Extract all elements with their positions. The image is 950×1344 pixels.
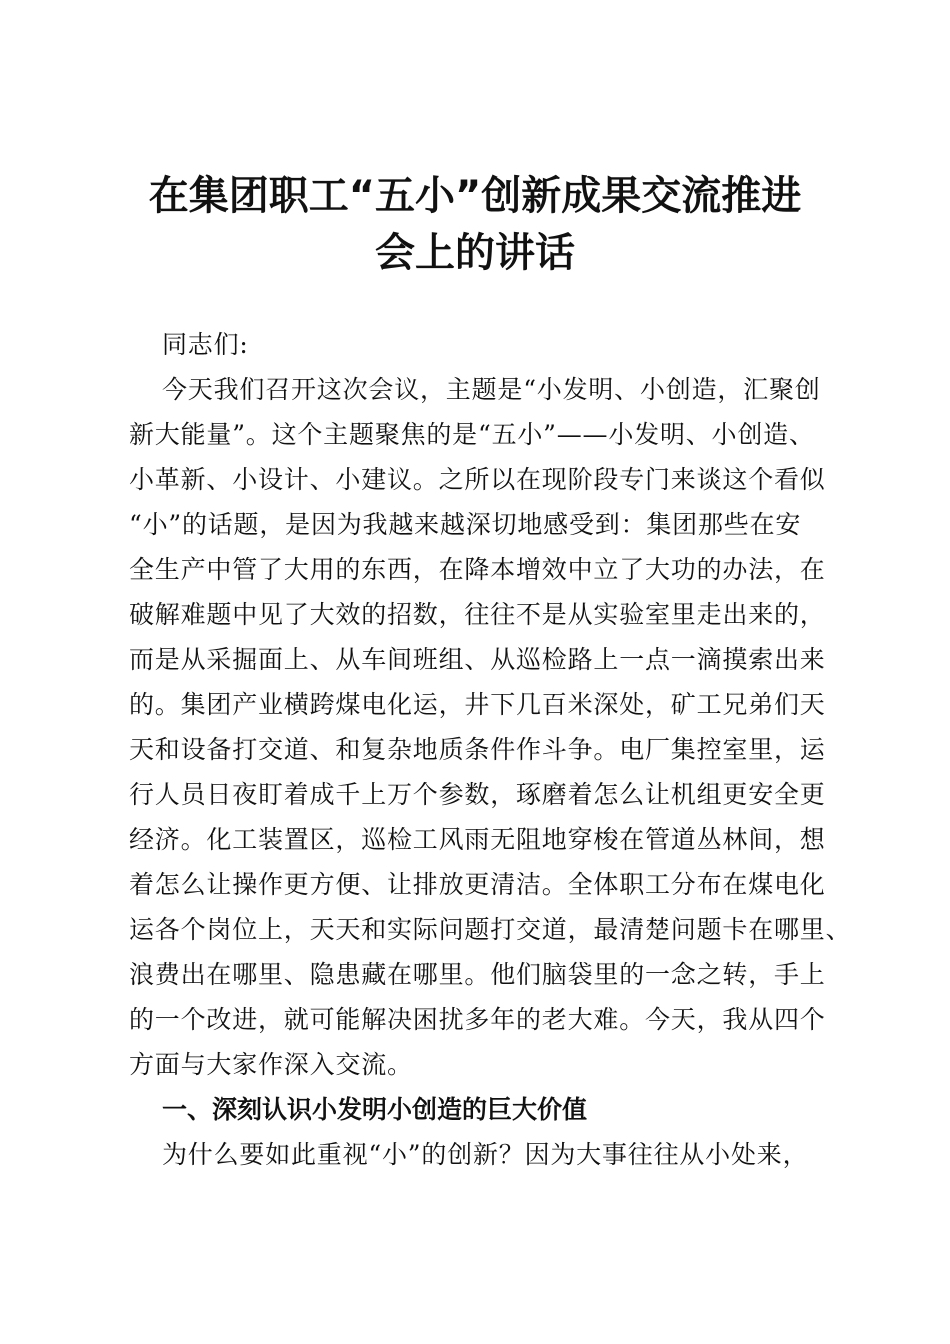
paragraph-1-line: 而是从采掘面上、从车间班组、从巡检路上一点一滴摸索出来 — [129, 645, 826, 674]
document-body — [129, 322, 852, 1177]
paragraph-1-line: 浪费出在哪里、隐患藏在哪里。他们脑袋里的一念之转，手上 — [129, 960, 826, 989]
paragraph-2 — [129, 1132, 849, 1177]
title-line-1: 在集团职工“五小”创新成果交流推进 — [148, 173, 802, 219]
paragraph-1-line: 行人员日夜盯着成千上万个参数，琢磨着怎么让机组更安全更 — [129, 780, 826, 809]
paragraph-1 — [129, 367, 852, 1087]
section-heading-1: 一、深刻认识小发明小创造的巨大价值 — [162, 1095, 588, 1124]
paragraph-1-line: 的。集团产业横跨煤电化运，井下几百米深处，矿工兄弟们天 — [129, 690, 826, 719]
paragraph-2-line: 为什么要如此重视“小”的创新？因为大事往往从小处来， — [162, 1140, 809, 1169]
title-line-2: 会上的讲话 — [375, 230, 575, 276]
paragraph-1-line: 破解难题中见了大效的招数，往往不是从实验室里走出来的， — [129, 600, 826, 629]
paragraph-1-line: 经济。化工装置区，巡检工风雨无阻地穿梭在管道丛林间，想 — [129, 825, 826, 854]
paragraph-1-line: 今天我们召开这次会议，主题是“小发明、小创造，汇聚创 — [162, 375, 821, 404]
salutation: 同志们: — [162, 330, 249, 359]
paragraph-1-line: 方面与大家作深入交流。 — [129, 1050, 413, 1079]
document-title — [100, 168, 850, 282]
paragraph-1-line: 全生产中管了大用的东西，在降本增效中立了大功的办法，在 — [129, 555, 826, 584]
paragraph-1-line: 运各个岗位上，天天和实际问题打交道，最清楚问题卡在哪里、 — [129, 915, 852, 944]
paragraph-1-line: 新大能量”。这个主题聚焦的是“五小”——小发明、小创造、 — [129, 420, 815, 449]
paragraph-1-line: “小”的话题，是因为我越来越深切地感受到：集团那些在安 — [129, 510, 802, 539]
paragraph-1-line: 小革新、小设计、小建议。之所以在现阶段专门来谈这个看似 — [129, 465, 826, 494]
paragraph-1-line: 天和设备打交道、和复杂地质条件作斗争。电厂集控室里，运 — [129, 735, 826, 764]
paragraph-1-line: 着怎么让操作更方便、让排放更清洁。全体职工分布在煤电化 — [129, 870, 826, 899]
paragraph-1-line: 的一个改进，就可能解决困扰多年的老大难。今天，我从四个 — [129, 1005, 826, 1034]
